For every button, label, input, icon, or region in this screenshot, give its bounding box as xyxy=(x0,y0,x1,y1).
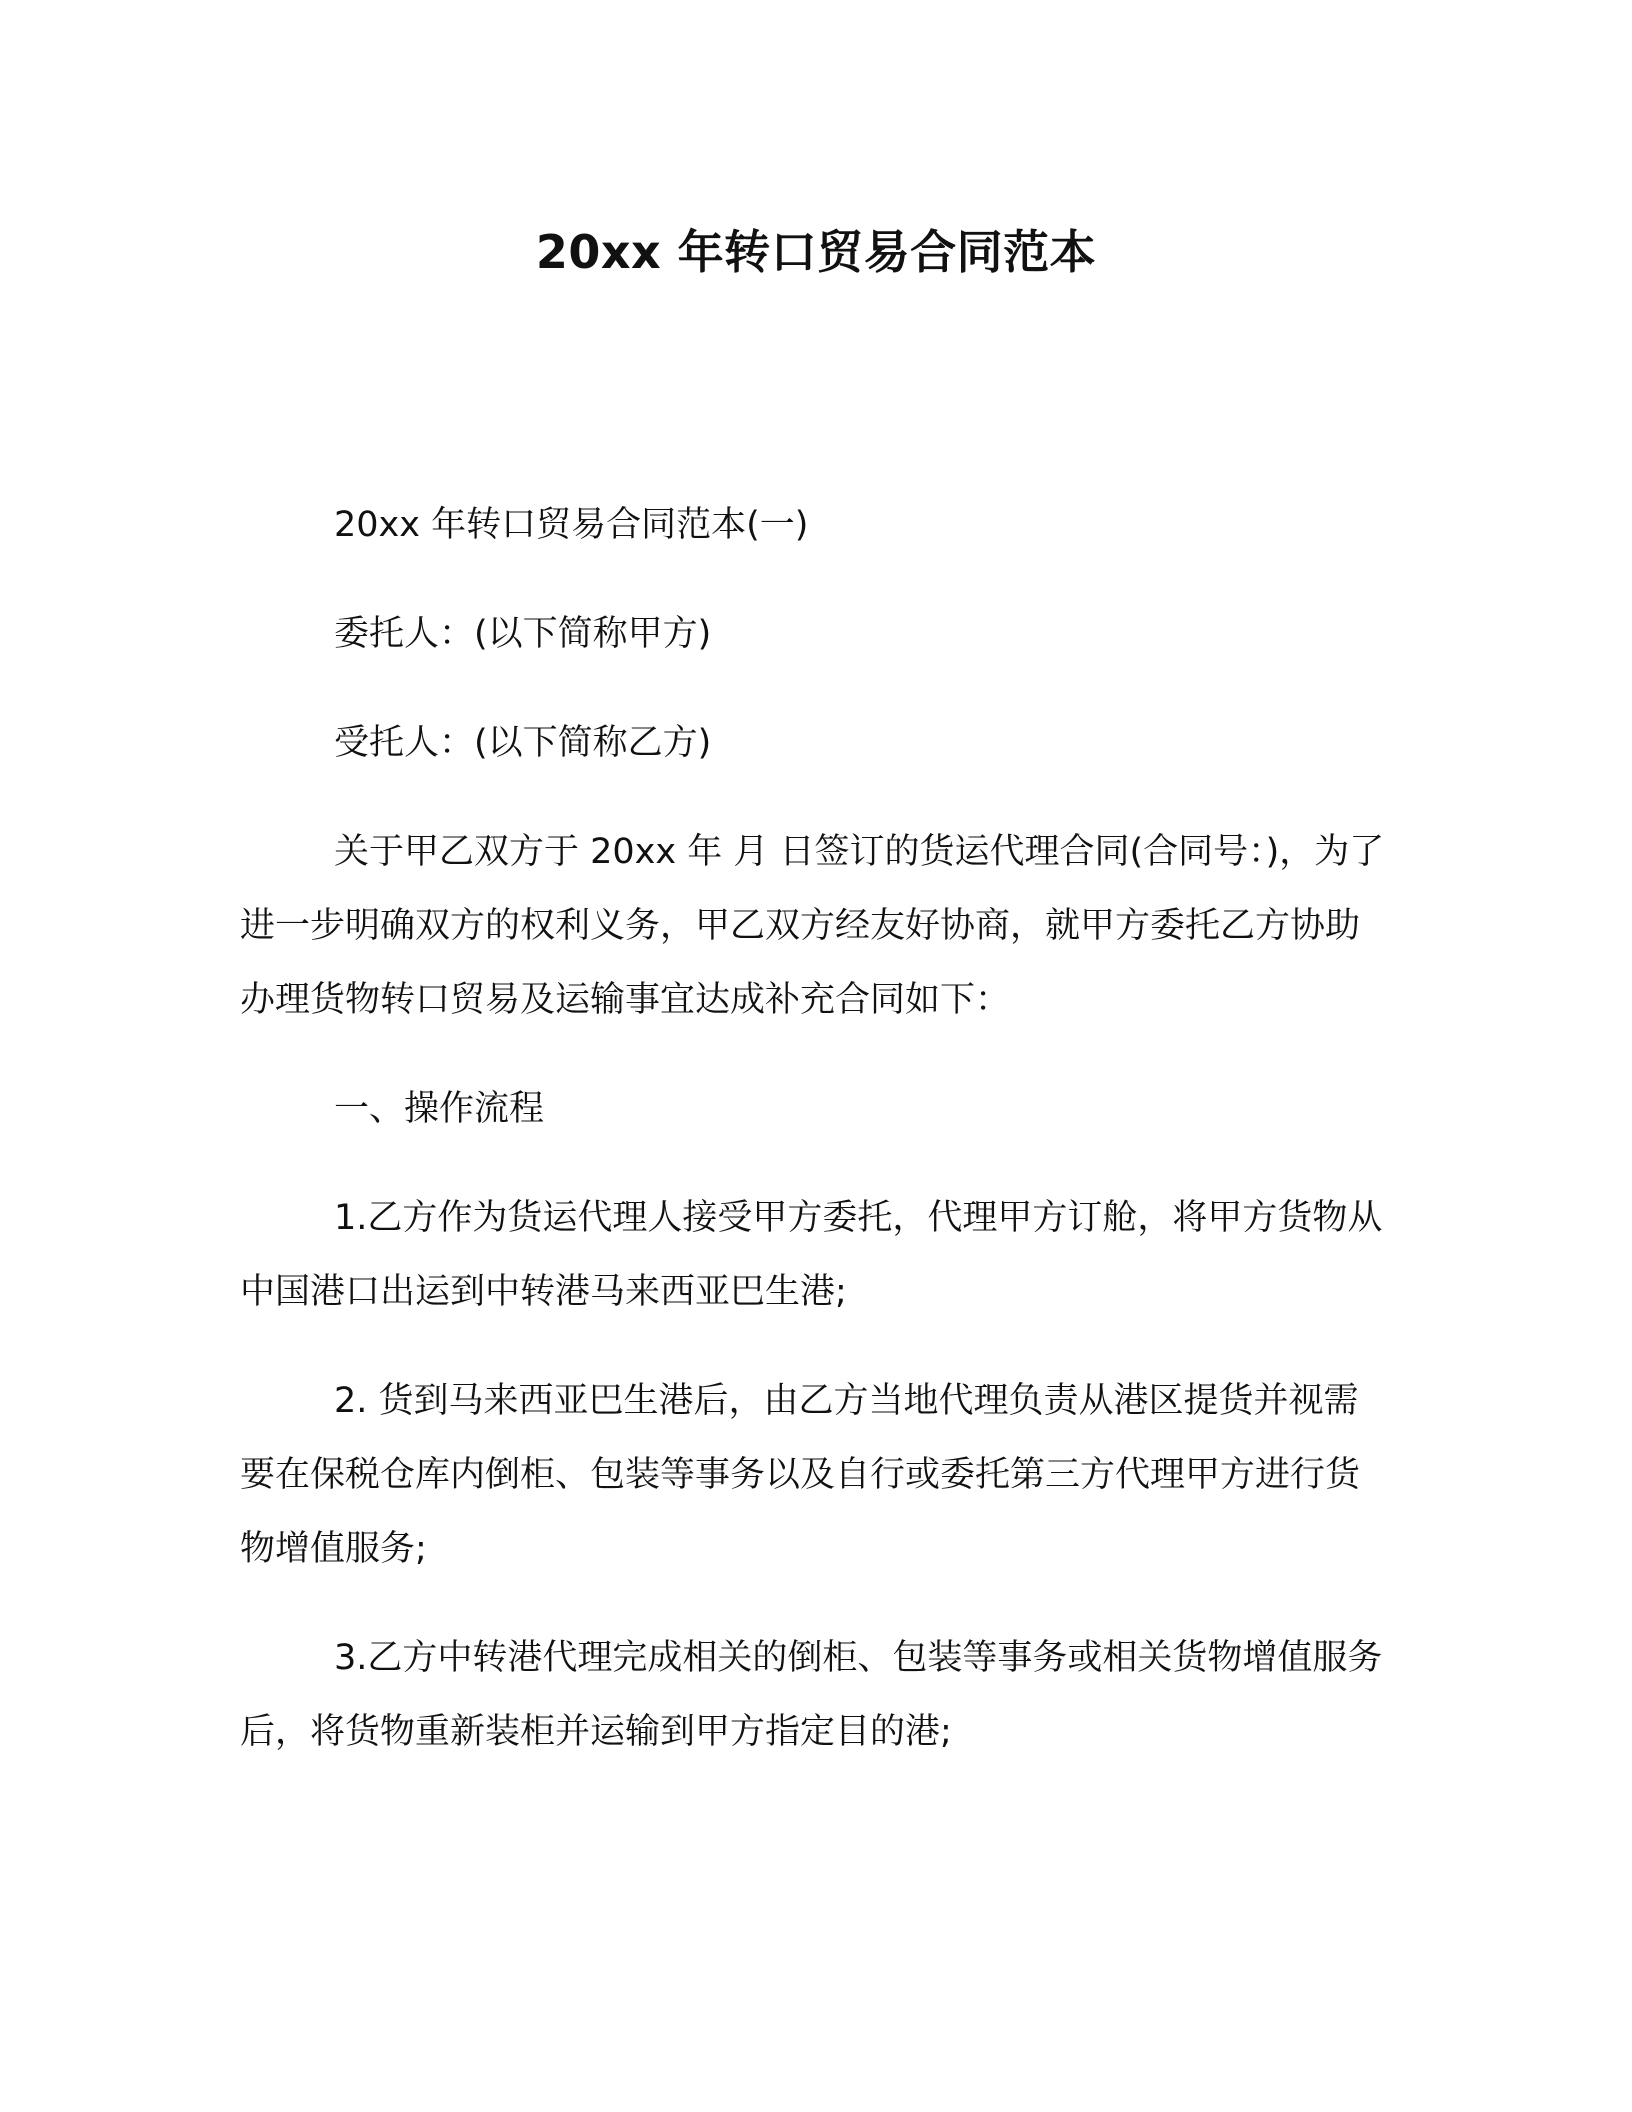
intro-paragraph: 关于甲乙双方于 20xx 年 月 日签订的货运代理合同(合同号：)，为了进一步明确双方的权利义务，甲乙双方经友好协商，就甲方委托乙方协助办理货物转口贸易及运输事宜达成补充合同如下： xyxy=(240,832,1385,1020)
clause-3: 3.乙方中转港代理完成相关的倒柜、包装等事务或相关货物增值服务后，将货物重新装柜并运输到甲方指定目的港; xyxy=(240,1638,1383,1752)
clause-2: 2. 货到马来西亚巴生港后，由乙方当地代理负责从港区提货并视需要在保税仓库内倒柜、包装等事务以及自行或委托第三方代理甲方进行货物增值服务; xyxy=(240,1381,1361,1569)
document-title: 20xx 年转口贸易合同范本 xyxy=(535,225,1097,279)
section-heading-operation-process: 一、操作流程 xyxy=(334,1089,545,1129)
contract-subtitle: 20xx 年转口贸易合同范本(一) xyxy=(334,505,809,545)
document-body xyxy=(240,488,1390,1804)
principal-line: 委托人：(以下简称甲方) xyxy=(334,614,712,654)
agent-line: 受托人：(以下简称乙方) xyxy=(334,723,712,763)
clause-1: 1.乙方作为货运代理人接受甲方委托，代理甲方订舱，将甲方货物从中国港口出运到中转港马来西亚巴生港; xyxy=(240,1198,1383,1312)
